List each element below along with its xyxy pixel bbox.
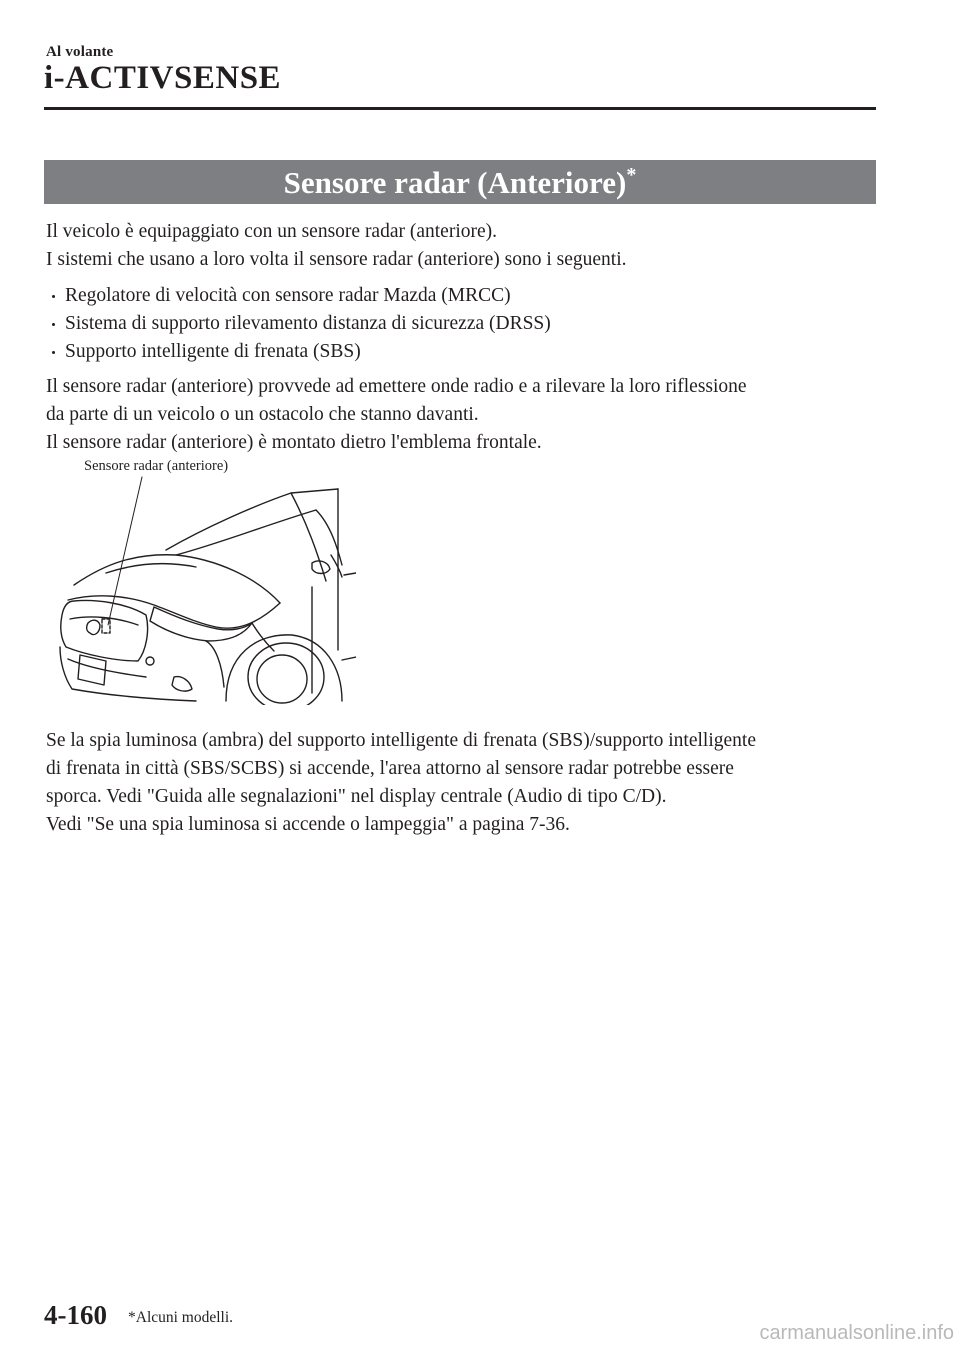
warning-line-3: sporca. Vedi "Guida alle segnalazioni" nel display centrale (Audio di tipo C/D). [46, 786, 667, 807]
list-item [46, 282, 866, 310]
warning-line-4: Vedi "Se una spia luminosa si accende o lampeggia" a pagina 7-36. [46, 814, 570, 835]
systems-list [46, 282, 866, 366]
section-title: Sensore radar (Anteriore) [283, 165, 627, 200]
list-item [46, 338, 866, 366]
header-rule [44, 107, 876, 110]
intro-line-1: Il veicolo è equipaggiato con un sensore radar (anteriore). [46, 221, 498, 242]
intro-paragraph [46, 218, 876, 274]
list-item-text: Sistema di supporto rilevamento distanza di sicurezza (DRSS) [65, 313, 551, 334]
list-item [46, 310, 866, 338]
list-item-text: Supporto intelligente di frenata (SBS) [65, 341, 361, 362]
warning-line-1: Se la spia luminosa (ambra) del supporto intelligente di frenata (SBS)/supporto intelligente [46, 730, 756, 751]
bullet-dot-icon [52, 351, 55, 354]
figure-callout-label: Sensore radar (anteriore) [84, 458, 229, 474]
footnote: *Alcuni modelli. [128, 1309, 234, 1326]
watermark: carmanualsonline.info [759, 1322, 954, 1344]
warning-line-2: di frenata in città (SBS/SCBS) si accende, l'area attorno al sensore radar potrebbe essere [46, 758, 734, 779]
bullet-dot-icon [52, 295, 55, 298]
warning-paragraph [46, 727, 876, 839]
car-drawing-icon [46, 455, 356, 705]
description-line-2: da parte di un veicolo o un ostacolo che stanno davanti. [46, 404, 479, 425]
description-line-3: Il sensore radar (anteriore) è montato dietro l'emblema frontale. [46, 432, 542, 453]
running-header-chapter: i-ACTIVSENSE [44, 60, 282, 96]
running-header-section: Al volante [46, 44, 114, 60]
car-front-illustration [46, 455, 356, 705]
section-title-bar [44, 160, 876, 204]
section-title-footnote-mark: * [626, 164, 637, 186]
list-item-text: Regolatore di velocità con sensore radar Mazda (MRCC) [65, 285, 511, 306]
page-number: 4-160 [44, 1300, 107, 1330]
description-line-1: Il sensore radar (anteriore) provvede ad emettere onde radio e a rilevare la loro riflessione [46, 376, 747, 397]
description-paragraph [46, 373, 876, 457]
bullet-dot-icon [52, 323, 55, 326]
intro-line-2: I sistemi che usano a loro volta il sensore radar (anteriore) sono i seguenti. [46, 249, 627, 270]
